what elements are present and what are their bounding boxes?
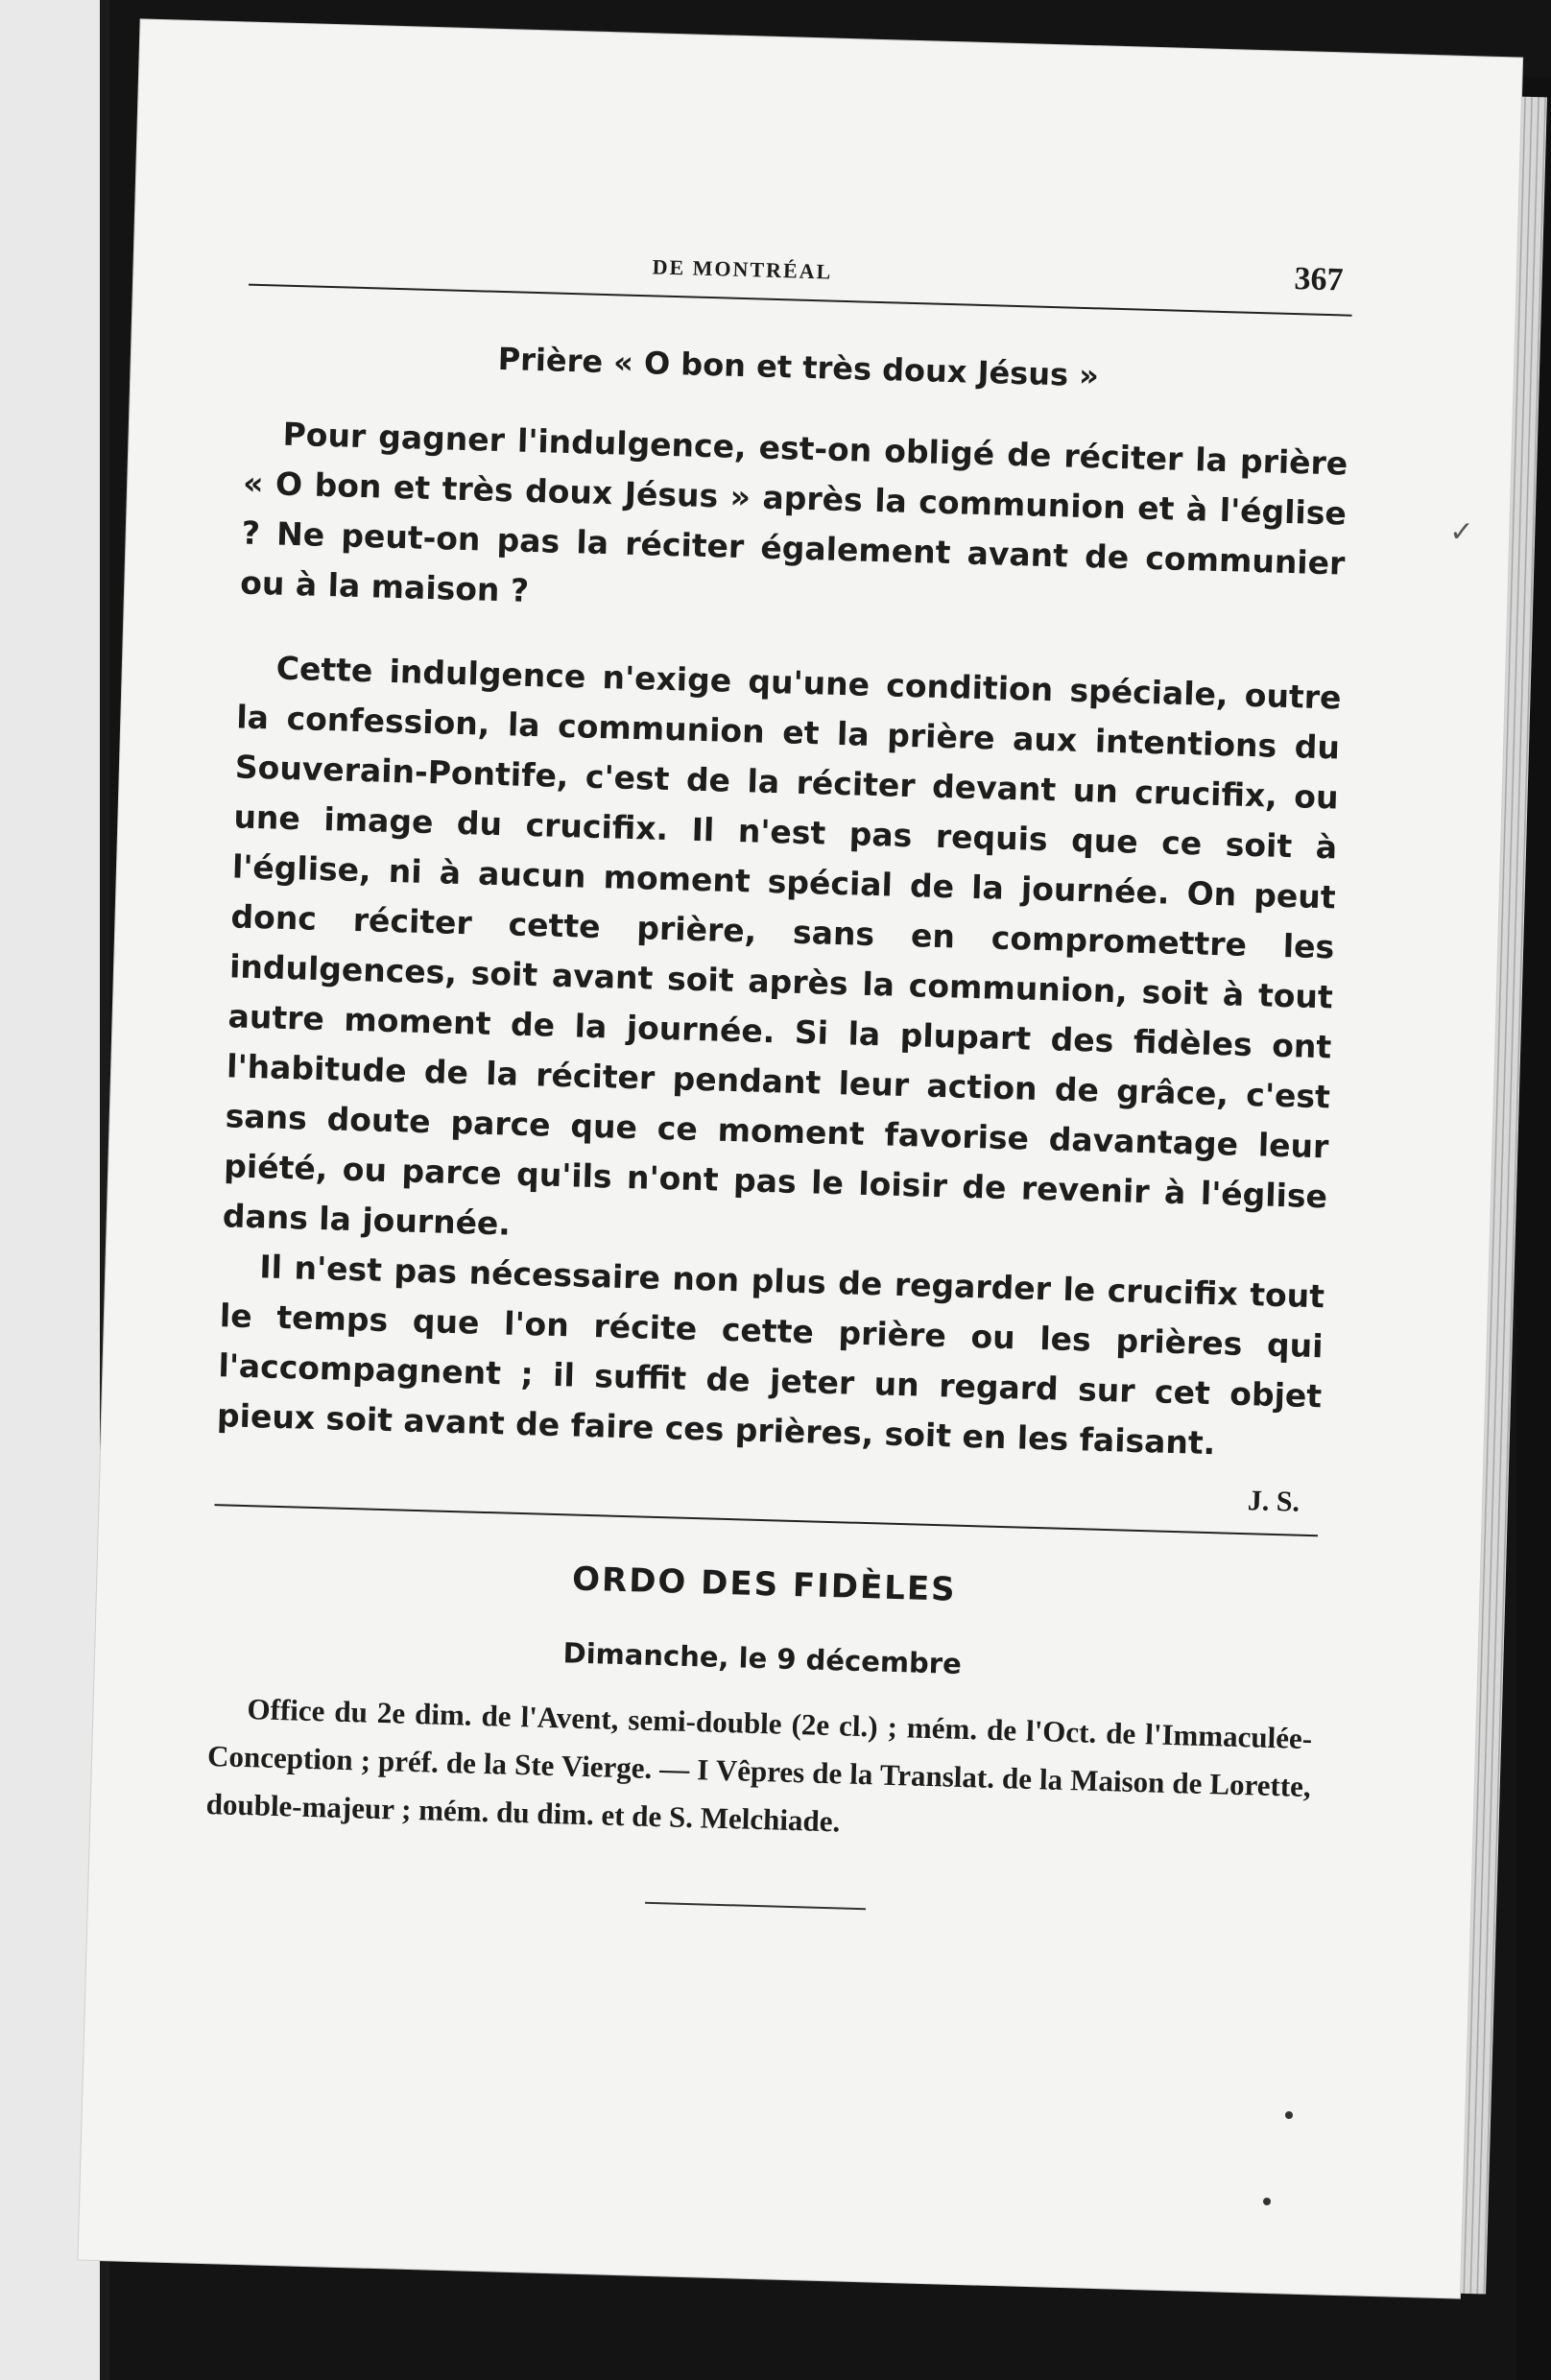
running-head bbox=[249, 215, 1354, 332]
pencil-check-mark: ✓ bbox=[1448, 514, 1474, 550]
ink-speck bbox=[1285, 2111, 1293, 2119]
ink-speck bbox=[1263, 2198, 1271, 2205]
page-content bbox=[203, 215, 1353, 1922]
article-title: Prière « O bon et très doux Jésus » bbox=[497, 340, 1100, 394]
article-answer-paragraph-1: Cette indulgence n'exige qu'une condition spéciale, outre la confession, la communion et la prière aux intentions du Souverain-Pontife, c'est de la réciter devant un crucifix, ou une image du crucifix. Il n'est pas requis que ce soit à l'église, ni à aucun moment spécial de la journée. On peut donc réciter cette prière, sans en compromettre les indulgences, soit avant soit après la communion, soit à tout autre moment de la journée. Si la plupart des fidèles ont l'habitude de la réciter pendant leur action de grâce, c'est sans doute parce que ce moment favorise davantage leur piété, ou parce qu'ils n'ont pas le loisir de revenir à l'église dans la journée. bbox=[222, 649, 1342, 1243]
article-signature: J. S. bbox=[1247, 1485, 1300, 1518]
article-answer-paragraph-2: Il n'est pas nécessaire non plus de regarder le crucifix tout le temps que l'on récite cette prière ou les prières qui l'accompagnent ; il suffit de jeter un regard sur cet objet pieux soit avant de faire ces prières, soit en les faisant. bbox=[216, 1248, 1325, 1463]
end-rule bbox=[645, 1902, 866, 1910]
running-title: DE MONTRÉAL bbox=[652, 254, 833, 284]
ordo-date: Dimanche, le 9 décembre bbox=[562, 1636, 963, 1680]
ordo-body: Office du 2e dim. de l'Avent, semi-double (2e cl.) ; mém. de l'Oct. de l'Immaculée-Conception ; préf. de la Ste Vierge. — I Vêpres de la Translat. de la Maison de Lorette, double-majeur ; mém. du dim. et de S. Melchiade. bbox=[205, 1692, 1313, 1839]
article-question: Pour gagner l'indulgence, est-on obligé de réciter la prière « O bon et très doux Jésus » après la communion et à l'église ? Ne peut-on pas la réciter également avant de communier ou à la maison ? bbox=[239, 415, 1348, 609]
header-rule bbox=[249, 284, 1352, 317]
book-page bbox=[78, 19, 1522, 2297]
ordo-title: ORDO DES FIDÈLES bbox=[571, 1559, 958, 1609]
page-number: 367 bbox=[1294, 261, 1345, 298]
